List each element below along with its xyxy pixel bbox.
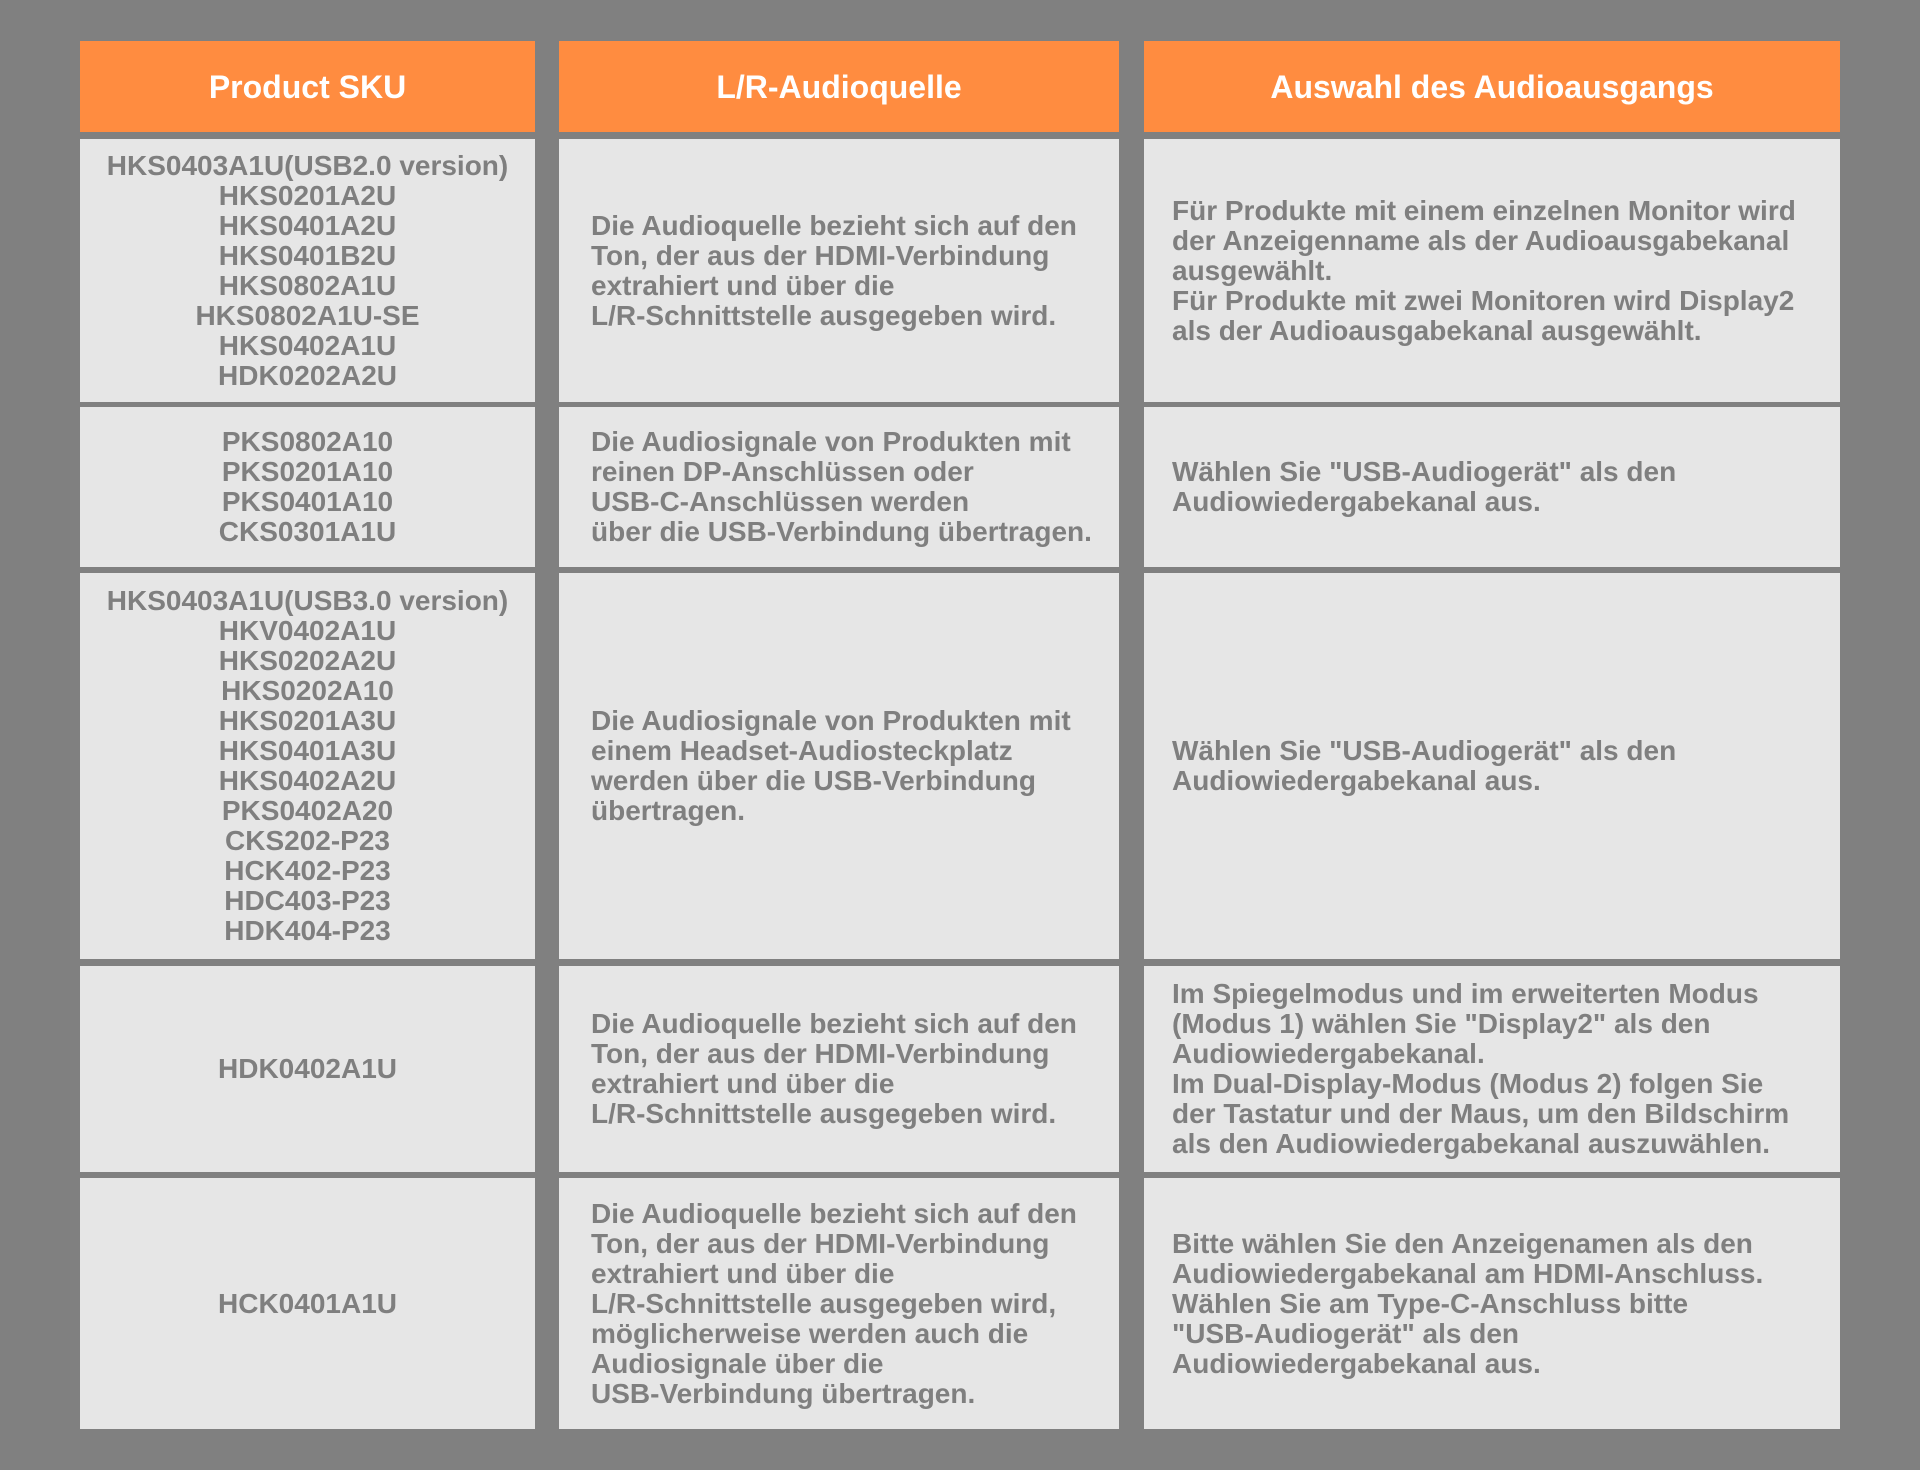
table-cell-audio-output: Wählen Sie "USB-Audiogerät" als den Audiowiedergabekanal aus.	[1144, 573, 1840, 959]
table-cell-audio-source: Die Audiosignale von Produkten mit einem Headset-Audiosteckplatz werden über die USB-Verbindung übertragen.	[559, 573, 1119, 959]
header-lr-audio-source: L/R-Audioquelle	[559, 41, 1119, 132]
table-cell-sku: HCK0401A1U	[80, 1178, 535, 1429]
table-cell-audio-source: Die Audioquelle bezieht sich auf den Ton, der aus der HDMI-Verbindung extrahiert und über die L/R-Schnittstelle ausgegeben wird, möglicherweise werden auch die Audiosignale über die USB-Verbindung übertragen.	[559, 1178, 1119, 1429]
table-cell-audio-output: Im Spiegelmodus und im erweiterten Modus (Modus 1) wählen Sie "Display2" als den Audiowiedergabekanal. Im Dual-Display-Modus (Modus 2) folgen Sie der Tastatur und der Maus, um den Bildschirm als den Audiowiedergabekanal auszuwählen.	[1144, 966, 1840, 1172]
header-audio-output-selection: Auswahl des Audioausgangs	[1144, 41, 1840, 132]
table-cell-sku: HKS0403A1U(USB3.0 version) HKV0402A1U HKS0202A2U HKS0202A10 HKS0201A3U HKS0401A3U HKS0402A2U PKS0402A20 CKS202-P23 HCK402-P23 HDC403-P23 HDK404-P23	[80, 573, 535, 959]
table-cell-sku: HKS0403A1U(USB2.0 version) HKS0201A2U HKS0401A2U HKS0401B2U HKS0802A1U HKS0802A1U-SE HKS0402A1U HDK0202A2U	[80, 139, 535, 402]
table-cell-audio-source: Die Audioquelle bezieht sich auf den Ton, der aus der HDMI-Verbindung extrahiert und über die L/R-Schnittstelle ausgegeben wird.	[559, 966, 1119, 1172]
table-cell-audio-source: Die Audiosignale von Produkten mit reinen DP-Anschlüssen oder USB-C-Anschlüssen werden über die USB-Verbindung übertragen.	[559, 407, 1119, 567]
table-cell-audio-source: Die Audioquelle bezieht sich auf den Ton, der aus der HDMI-Verbindung extrahiert und über die L/R-Schnittstelle ausgegeben wird.	[559, 139, 1119, 402]
table-cell-audio-output: Bitte wählen Sie den Anzeigenamen als den Audiowiedergabekanal am HDMI-Anschluss. Wählen Sie am Type-C-Anschluss bitte "USB-Audiogerät" als den Audiowiedergabekanal aus.	[1144, 1178, 1840, 1429]
table-cell-audio-output: Wählen Sie "USB-Audiogerät" als den Audiowiedergabekanal aus.	[1144, 407, 1840, 567]
table-cell-sku: HDK0402A1U	[80, 966, 535, 1172]
table-cell-audio-output: Für Produkte mit einem einzelnen Monitor wird der Anzeigenname als der Audioausgabekanal ausgewählt. Für Produkte mit zwei Monitoren wird Display2 als der Audioausgabekanal ausgewählt.	[1144, 139, 1840, 402]
header-product-sku: Product SKU	[80, 41, 535, 132]
table-cell-sku: PKS0802A10 PKS0201A10 PKS0401A10 CKS0301A1U	[80, 407, 535, 567]
